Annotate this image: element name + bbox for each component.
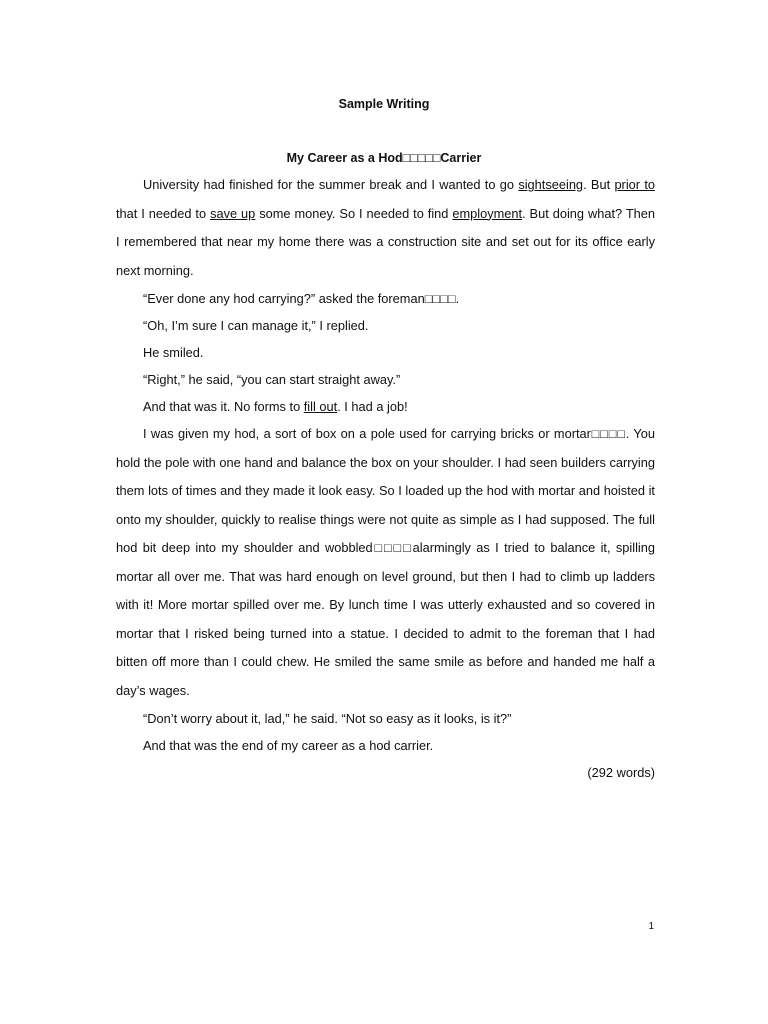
paragraph-intro (116, 171, 655, 285)
paragraph-text: I was given my hod, a sort of box on a pole used for carrying bricks or mortar□□□□. You hold the pole with one hand and balance the box on your shoulder. I had seen builders carrying them lots of times and they made it look easy. So I loaded up the hod with mortar and hoisted it onto my shoulder, quickly to realise things were not quite as simple as I had supposed. The full hod bit deep into my shoulder and wobbled (116, 426, 655, 555)
paragraph-dialogue: “Don’t worry about it, lad,” he said. “Not so easy as it looks, is it?” (143, 711, 512, 726)
page-number: 1 (648, 921, 654, 932)
paragraph-text: . But (583, 177, 615, 192)
paragraph-text: . I had a job! (337, 399, 408, 414)
underlined-term-save-up: save up (210, 205, 256, 221)
paragraph-closing: And that was the end of my career as a hod carrier. (143, 738, 434, 753)
paragraph-text: alarmingly as I tried to balance it, spilling mortar all over me. That was hard enough on level ground, but then I had to climb up ladders with it! More mortar spilled over me. By lunch time I was utterly exhausted and so covered in mortar that I risked being turned into a statue. I decided to admit to the foreman that I had bitten off more than I could chew. He smiled the same smile as before and handed me half a day’s wages. (116, 540, 656, 698)
document-heading: Sample Writing (338, 97, 430, 111)
underlined-term-fill-out: fill out (303, 399, 338, 414)
paragraph-text: University had finished for the summer break and I wanted to go (143, 177, 519, 192)
essay-body (116, 171, 655, 786)
paragraph-text: some money. So I needed to find (255, 205, 453, 221)
essay-title: My Career as a Hod□□□□□Carrier (286, 151, 482, 165)
paragraph-dialogue (116, 393, 655, 420)
paragraph-dialogue: “Ever done any hod carrying?” asked the foreman□□□□. (143, 291, 460, 306)
underlined-term-employment: employment (452, 205, 523, 221)
paragraph-dialogue: He smiled. (143, 345, 204, 360)
paragraph-main (116, 420, 655, 705)
underlined-term-prior-to: prior to (614, 177, 656, 192)
paragraph-text: And that was it. No forms to (143, 399, 304, 414)
paragraph-text: that I needed to (116, 205, 211, 221)
paragraph-dialogue: “Right,” he said, “you can start straight away.” (143, 372, 401, 387)
underlined-term-sightseeing: sightseeing (518, 177, 584, 192)
word-count: (292 words) (587, 765, 655, 780)
paragraph-dialogue: “Oh, I’m sure I can manage it,” I replied. (143, 318, 369, 333)
paragraph-text: . But doing what? Then I remembered that near my home there was a construction site and set out for its office early next morning. (116, 205, 655, 278)
paragraph-text: □□□□ (372, 540, 413, 555)
